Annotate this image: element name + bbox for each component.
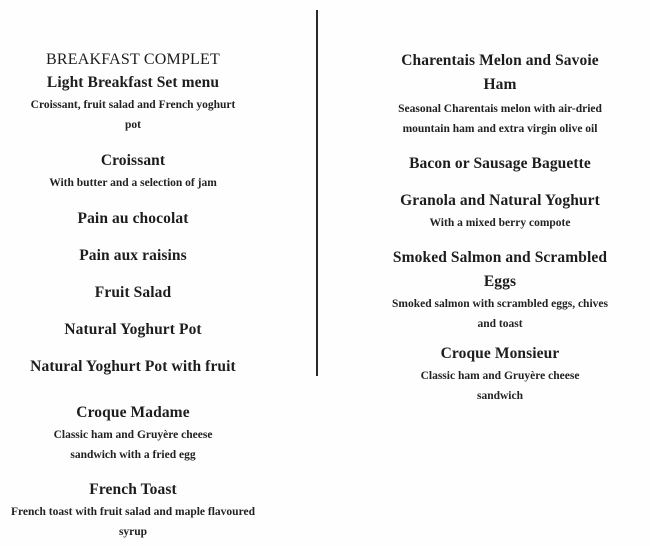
item-name: Pain aux raisins [79,247,187,264]
item-name: Granola and Natural Yoghurt [400,192,600,209]
item-description: Croissant, fruit salad and French yoghurt pot [30,99,236,131]
menu-item-fruit-salad [22,281,244,305]
item-description: Classic ham and Gruyère cheese sandwich with a fried egg [53,429,213,461]
menu-item-granola-yoghurt [383,189,617,233]
item-name: Fruit Salad [94,284,172,301]
menu-item-croissant [22,149,244,193]
item-description: French toast with fruit salad and maple flavoured syrup [11,506,255,538]
item-description: Seasonal Charentais melon with air-dried mountain ham and extra virgin olive oil [398,103,602,135]
right-menu-column [383,49,617,406]
item-description: With butter and a selection of jam [49,177,217,189]
menu-item-natural-yoghurt-pot-fruit [22,355,244,379]
item-description: Smoked salmon with scrambled eggs, chives and toast [392,298,608,330]
item-name: Light Breakfast Set menu [46,74,220,91]
menu-item-bacon-sausage-baguette [383,152,617,176]
menu-item-pain-aux-raisins [22,244,244,268]
item-name: Croque Monsieur [440,345,560,362]
item-description: Classic ham and Gruyère cheese sandwich [420,370,580,402]
item-name: Pain au chocolat [77,210,189,227]
section-title: BREAKFAST COMPLET [46,51,220,68]
item-name: Natural Yoghurt Pot with fruit [30,358,236,375]
item-name: French Toast [89,481,177,498]
item-name: Croissant [100,152,166,169]
menu-item-croque-monsieur [383,342,617,406]
menu-item-pain-au-chocolat [22,207,244,231]
item-description: With a mixed berry compote [429,217,571,229]
menu-item-smoked-salmon [383,246,617,334]
item-name: Natural Yoghurt Pot [64,321,202,338]
column-divider [316,10,318,376]
menu-item-charentais-melon [383,49,617,139]
menu-item-french-toast [11,478,255,542]
left-menu-column [11,50,255,542]
menu-item-croque-madame [22,401,244,465]
item-name: Bacon or Sausage Baguette [409,155,591,172]
item-name: Charentais Melon and Savoie Ham [401,52,599,93]
menu-item-natural-yoghurt-pot [22,318,244,342]
menu-item-light-breakfast [22,71,244,135]
item-name: Smoked Salmon and Scrambled Eggs [392,249,608,290]
item-name: Croque Madame [76,404,190,421]
